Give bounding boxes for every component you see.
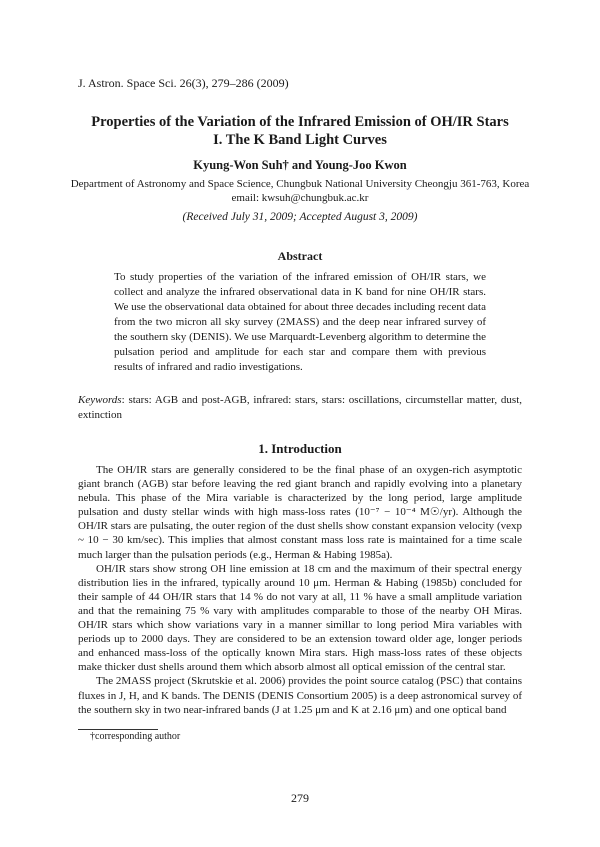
section-heading-introduction: 1. Introduction: [258, 441, 342, 456]
keywords-text: : stars: AGB and post-AGB, infrared: stars, stars: oscillations, circumstellar matter, dust, extinction: [78, 394, 522, 421]
affiliation-block: [60, 177, 540, 205]
received-dates: (Received July 31, 2009; Accepted August 3, 2009): [182, 211, 418, 223]
footnote: †corresponding author: [90, 731, 181, 742]
page-number: 279: [291, 791, 309, 805]
paragraph: OH/IR stars show strong OH line emission at 18 cm and the maximum of their spectral energy distribution lies in the infrared, typically around 10 μm. Herman & Habing (1985b) concluded for their sample of 44 OH/IR stars that 14 % do not vary at all, 11 % have a small amplitude variation and that the remaining 75 % vary with amplitudes comparable to those of the nearby OH Miras. OH/IR stars which show variations vary in a manner simillar to long period Mira variables with periods up to 2000 days. They are considered to be an extension toward older age, longer periods and enhanced mass-loss of the optically known Mira stars. High mass-loss rates of these objects make thicker dust shells around them which absorb almost all optical emission of the central star.: [78, 562, 522, 674]
affiliation: Department of Astronomy and Space Science, Chungbuk National University Cheongju 361-763, Korea: [70, 178, 530, 190]
paper-title-line-1: Properties of the Variation of the Infrared Emission of OH/IR Stars: [91, 114, 509, 130]
keywords: [78, 393, 522, 423]
paragraph: The 2MASS project (Skrutskie et al. 2006) provides the point source catalog (PSC) that contains fluxes in J, H, and K bands. The DENIS (DENIS Consortium 2005) is a deep astronomical survey of the southern sky in two near-infrared bands (J at 1.25 μm and K at 2.16 μm) and one optical band: [78, 675, 522, 716]
footnote-rule: [78, 729, 158, 730]
paper-title-line-2: I. The K Band Light Curves: [213, 132, 387, 148]
author-list: Kyung-Won Suh† and Young-Joo Kwon: [193, 158, 407, 172]
email: email: kwsuh@chungbuk.ac.kr: [231, 192, 369, 204]
abstract-heading: Abstract: [277, 249, 323, 263]
keywords-label: Keywords: [78, 394, 122, 406]
paragraph: The OH/IR stars are generally considered to be the final phase of an oxygen-rich asymptotic giant branch (AGB) star before leaving the red giant branch and rapidly evolving into a planetary nebula. This phase of the Mira variable is characterized by the long period, large amplitude pulsation and dusty stellar winds with high mass-loss rates (10⁻⁷ − 10⁻⁴ M☉/yr). Although the OH/IR stars are pulsating, the outer region of the dust shells show constant expansion velocity (vexp ~ 10 − 30 km/sec). This implies that almost constant mass loss rate is maintained for a time scale much larger than the pulsation periods (e.g., Herman & Habing 1985a).: [78, 464, 522, 561]
introduction-body: [78, 463, 522, 717]
journal-citation: J. Astron. Space Sci. 26(3), 279–286 (2009): [78, 76, 289, 90]
abstract-text: To study properties of the variation of the infrared emission of OH/IR stars, we collect and analyze the infrared observational data in K band for nine OH/IR stars. We use the observational data obtained for about three decades including recent data from the two micron all sky survey (2MASS) and the deep near infrared survey of the southern sky (DENIS). We use Marquardt-Levenberg algorithm to determine the pulsation period and amplitude for each star and compare them with previous results of infrared and radio investigations.: [114, 271, 486, 373]
